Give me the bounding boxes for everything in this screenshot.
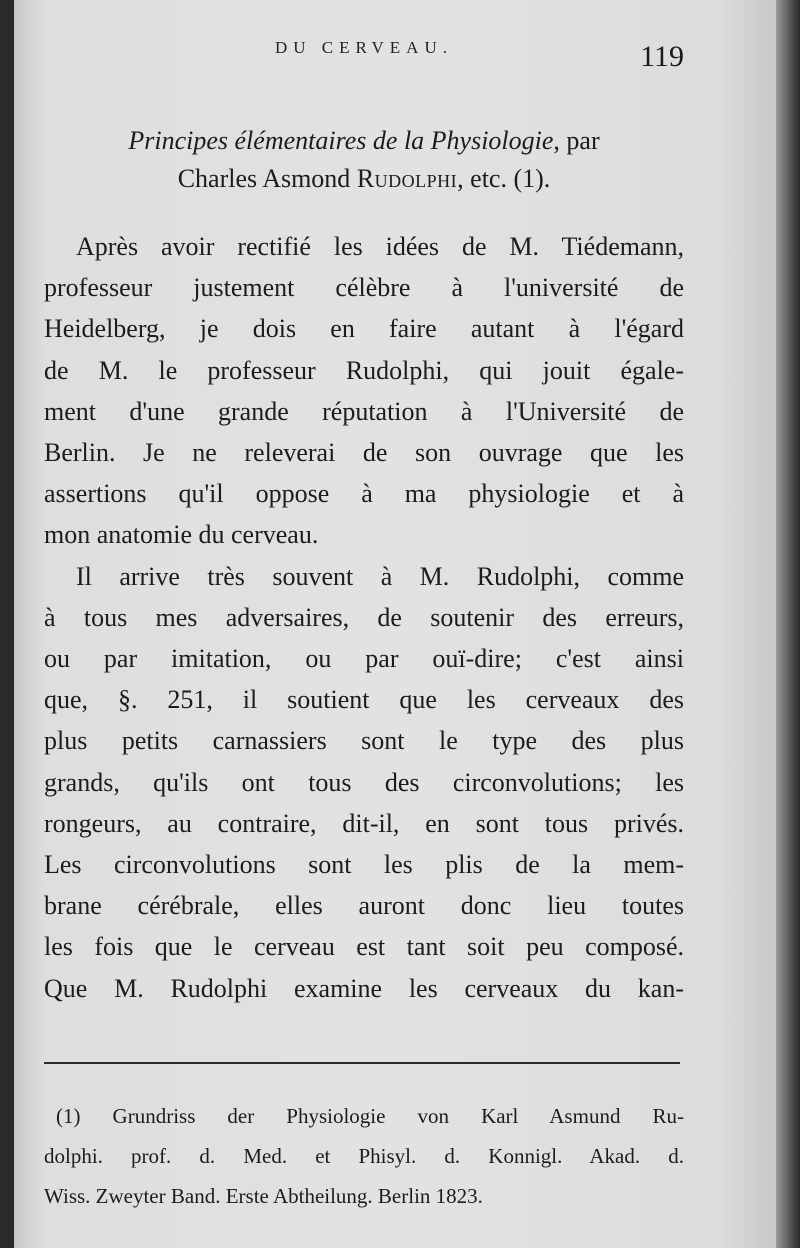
body-line: ment d'une grande réputation à l'Université de	[44, 396, 684, 426]
body-line: ou par imitation, ou par ouï-dire; c'est ainsi	[44, 644, 684, 674]
body-text	[44, 226, 684, 1009]
body-line: Que M. Rudolphi examine les cerveaux du kan-	[44, 973, 684, 1003]
section-heading	[44, 122, 684, 198]
body-line: Après avoir rectifié les idées de M. Tiédemann,	[76, 232, 684, 261]
body-line: rongeurs, au contraire, dit-il, en sont tous privés.	[44, 808, 684, 838]
body-line: professeur justement célèbre à l'université de	[44, 273, 684, 303]
footnote-rule	[44, 1062, 680, 1064]
body-line: que, §. 251, il soutient que les cerveaux des	[44, 685, 684, 715]
footnote	[44, 1096, 684, 1216]
book-spine-shadow	[776, 0, 800, 1248]
body-line: Berlin. Je ne releverai de son ouvrage que les	[44, 438, 684, 468]
body-line: Il arrive très souvent à M. Rudolphi, comme	[76, 561, 684, 591]
body-line: grands, qu'ils ont tous des circonvolutions; les	[44, 767, 684, 797]
heading-author-first: Charles Asmond	[177, 164, 351, 193]
heading-book-title: Principes élémentaires de la Physiologie	[128, 126, 554, 155]
body-line: Heidelberg, je dois en faire autant à l'égard	[44, 314, 684, 344]
footnote-line: Wiss. Zweyter Band. Erste Abtheilung. Berlin 1823.	[44, 1184, 483, 1208]
body-line: plus petits carnassiers sont le type des plus	[44, 726, 684, 756]
heading-line-1	[44, 122, 684, 160]
body-line: brane cérébrale, elles auront donc lieu toutes	[44, 891, 684, 921]
running-head	[44, 30, 684, 78]
heading-line-2	[44, 160, 684, 198]
running-head-title: DU CERVEAU.	[275, 38, 453, 57]
footnote-line: (1) Grundriss der Physiologie von Karl Asmund Ru-	[56, 1104, 684, 1128]
heading-etc: , etc. (1).	[457, 164, 551, 193]
body-line: assertions qu'il oppose à ma physiologie et à	[44, 479, 684, 509]
body-line: Les circonvolutions sont les plis de la mem-	[44, 850, 684, 880]
heading-by: , par	[553, 126, 600, 155]
body-line: mon anatomie du cerveau.	[44, 520, 319, 550]
body-line: les fois que le cerveau est tant soit peu composé.	[44, 932, 684, 962]
footnote-line: dolphi. prof. d. Med. et Phisyl. d. Konnigl. Akad. d.	[44, 1144, 684, 1168]
body-line: de M. le professeur Rudolphi, qui jouit égale-	[44, 355, 684, 385]
body-line: à tous mes adversaires, de soutenir des erreurs,	[44, 602, 684, 632]
book-page	[44, 30, 684, 1208]
heading-author-surname: Rudolphi	[356, 164, 458, 193]
page-number: 119	[640, 40, 684, 73]
